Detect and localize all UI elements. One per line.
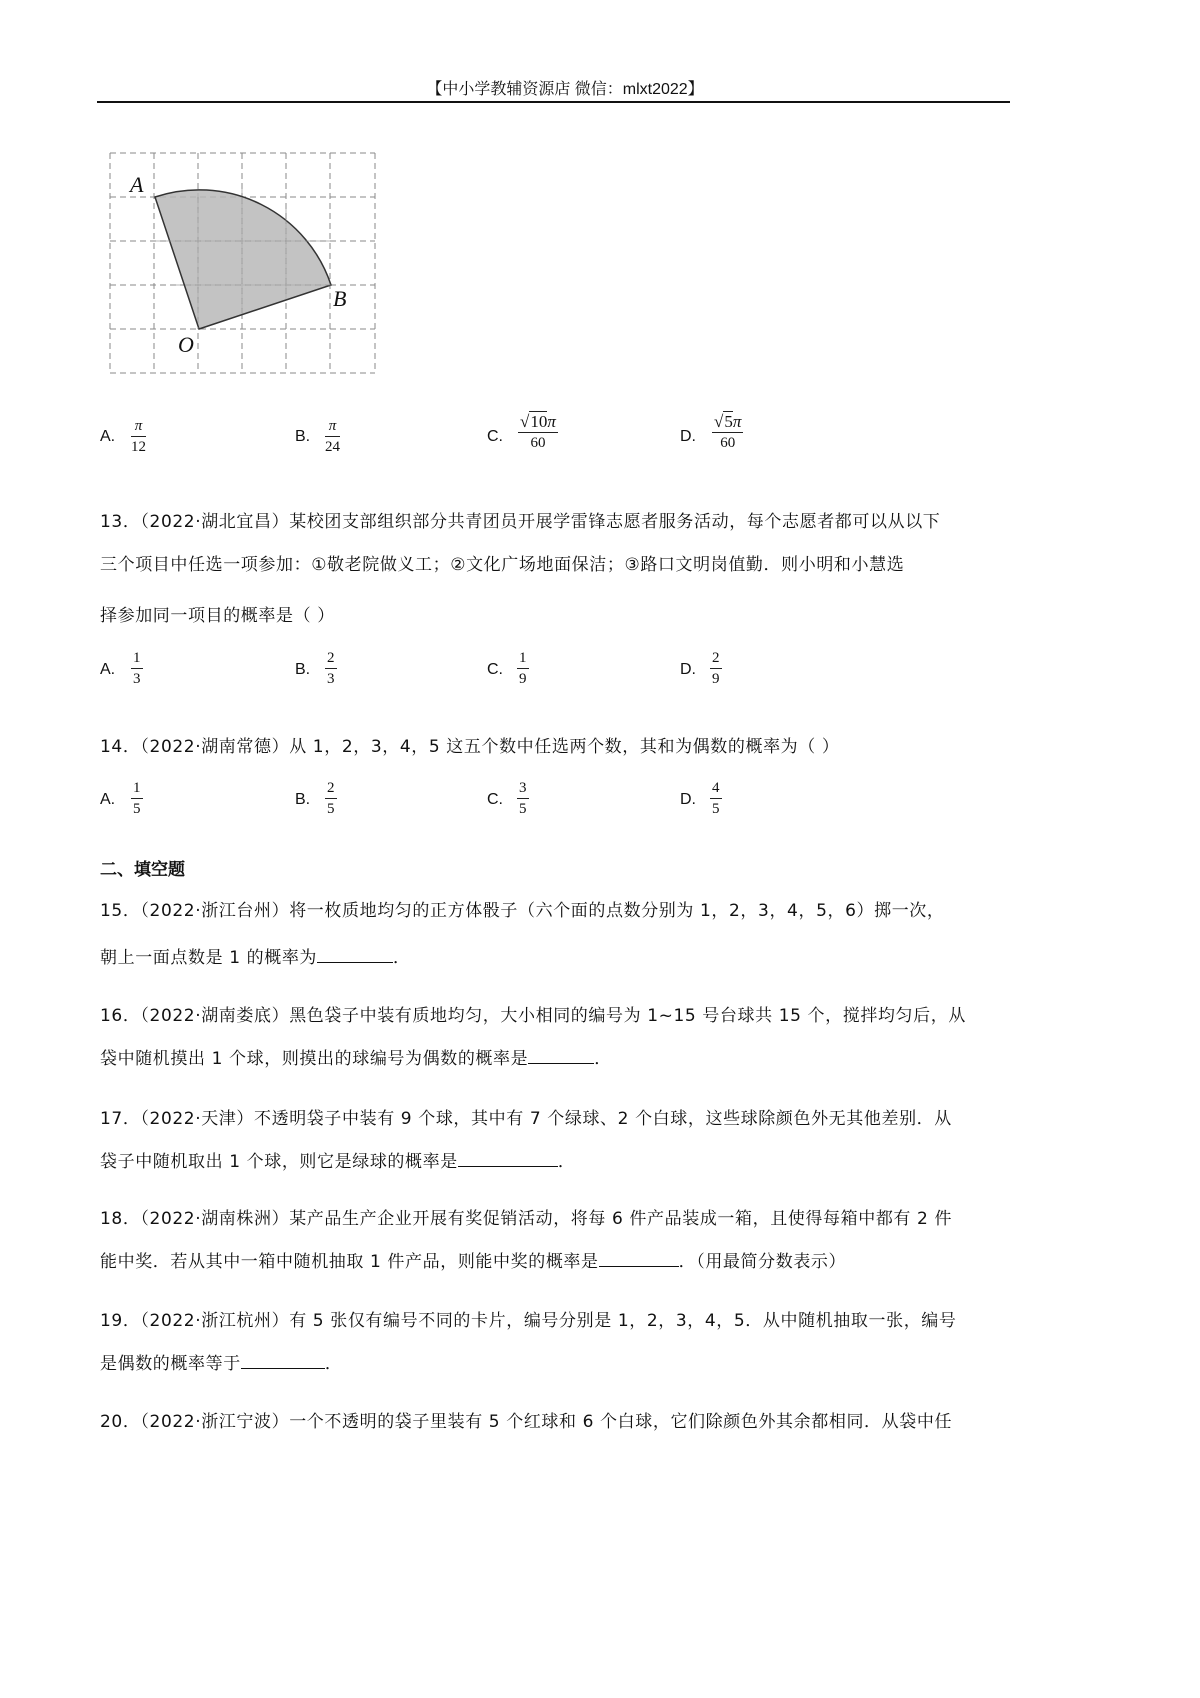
q13-line-2: 三个项目中任选一项参加：①敬老院做义工；②文化广场地面保洁；③路口文明岗值勤．则小明和小慧选: [100, 555, 905, 575]
q16-text: 袋中随机摸出 1 个球，则摸出的球编号为偶数的概率是: [100, 1049, 529, 1069]
q16-line-2: [100, 1044, 612, 1069]
numerator: 1: [133, 780, 141, 796]
q18-answer-blank[interactable]: [599, 1250, 679, 1267]
q14-option-a-fraction: [131, 780, 143, 817]
q13-option-c-fraction: [517, 650, 529, 687]
q14-option-c-fraction: [517, 780, 529, 817]
numerator: √10π: [520, 412, 556, 431]
q16-line-1: 16．（2022·湖南娄底）黑色袋子中装有质地均匀，大小相同的编号为 1~15 号台球共 15 个，搅拌均匀后，从: [100, 1006, 966, 1026]
q14-option-c-letter: C.: [487, 791, 503, 808]
q17-line-1: 17．（2022·天津）不透明袋子中装有 9 个球，其中有 7 个绿球、2 个白球，这些球除颜色外无其他差别．从: [100, 1109, 952, 1129]
q17-line-2: [100, 1147, 575, 1172]
denominator: 5: [327, 801, 335, 817]
header-rule: [97, 101, 1010, 103]
q13-option-b-fraction: [325, 650, 337, 687]
denominator: 5: [712, 801, 720, 817]
point-label-b: B: [333, 286, 347, 311]
q19-text: 是偶数的概率等于: [100, 1354, 241, 1374]
numerator: 3: [519, 780, 527, 796]
q14-option-a-letter: A.: [100, 791, 116, 808]
q13-line-3: 择参加同一项目的概率是（ ）: [100, 606, 335, 626]
q13-option-c-letter: C.: [487, 661, 503, 678]
denominator: 3: [327, 671, 335, 687]
q18-line-2: [100, 1247, 846, 1272]
q15-text-end: ．: [393, 948, 411, 968]
numerator: 4: [712, 780, 720, 796]
denominator: 24: [325, 439, 340, 455]
denominator: 9: [712, 671, 720, 687]
numerator: 2: [712, 650, 720, 666]
q15-text: 朝上一面点数是 1 的概率为: [100, 948, 318, 968]
q13-option-a-fraction: [131, 650, 143, 687]
denominator: 5: [133, 801, 141, 817]
q12-option-d-fraction: [712, 414, 743, 451]
point-label-a: A: [130, 172, 144, 197]
denominator: 60: [530, 435, 546, 451]
q17-text-end: ．: [557, 1152, 576, 1172]
q12-option-a-letter: A.: [100, 428, 116, 445]
numerator: 1: [133, 650, 141, 666]
q12-option-c-letter: C.: [487, 428, 503, 445]
q15-line-1: 15．（2022·浙江台州）将一枚质地均匀的正方体骰子（六个面的点数分别为 1，2，3，4，5，6）掷一次，: [100, 901, 945, 921]
q18-text: 能中奖．若从其中一箱中随机抽取 1 件产品，则能中奖的概率是: [100, 1252, 599, 1272]
q16-text-end: ．: [594, 1049, 612, 1069]
q13-option-d-fraction: [710, 650, 722, 687]
page-header: 【中小学教辅资源店 微信：mlxt2022】: [426, 81, 704, 98]
numerator: π: [328, 418, 337, 434]
q16-answer-blank[interactable]: [528, 1047, 594, 1064]
q19-line-1: 19．（2022·浙江杭州）有 5 张仅有编号不同的卡片，编号分别是 1，2，3，4，5．从中随机抽取一张，编号: [100, 1311, 957, 1331]
numerator: π: [134, 418, 143, 434]
denominator: 5: [519, 801, 527, 817]
point-label-o: O: [178, 332, 194, 357]
q12-option-c-fraction: [518, 414, 558, 451]
q14-option-b-letter: B.: [295, 791, 311, 808]
q15-answer-blank[interactable]: [317, 946, 393, 963]
q15-line-2: [100, 943, 411, 968]
section-title-fill-in: 二、填空题: [100, 860, 185, 880]
q18-text-end: ．（用最简分数表示）: [678, 1252, 847, 1272]
q13-line-1: 13．（2022·湖北宜昌）某校团支部组织部分共青团员开展学雷锋志愿者服务活动，每个志愿者都可以从以下: [100, 512, 941, 532]
numerator: 2: [327, 780, 335, 796]
denominator: 60: [720, 435, 736, 451]
denominator: 9: [519, 671, 527, 687]
numerator: 2: [327, 650, 335, 666]
q18-line-1: 18．（2022·湖南株洲）某产品生产企业开展有奖促销活动，将每 6 件产品装成一箱，且使得每箱中都有 2 件: [100, 1209, 953, 1229]
sector-figure: [105, 148, 385, 383]
q12-option-a-fraction: [131, 418, 146, 455]
q19-line-2: [100, 1349, 342, 1374]
q12-option-d-letter: D.: [680, 428, 696, 445]
q13-option-a-letter: A.: [100, 661, 116, 678]
q17-text: 袋子中随机取出 1 个球，则它是绿球的概率是: [100, 1152, 458, 1172]
shaded-sector: [155, 190, 331, 329]
numerator: √5π: [714, 412, 742, 431]
q19-answer-blank[interactable]: [241, 1352, 325, 1369]
q14-option-b-fraction: [325, 780, 337, 817]
q12-option-b-letter: B.: [295, 428, 311, 445]
denominator: 3: [133, 671, 141, 687]
numerator: 1: [519, 650, 527, 666]
q19-text-end: ．: [324, 1354, 343, 1374]
q17-answer-blank[interactable]: [458, 1150, 558, 1167]
q14-option-d-letter: D.: [680, 791, 696, 808]
q20-line-1: 20．（2022·浙江宁波）一个不透明的袋子里装有 5 个红球和 6 个白球，它们除颜色外其余都相同．从袋中任: [100, 1412, 953, 1432]
denominator: 12: [131, 439, 146, 455]
q13-option-d-letter: D.: [680, 661, 696, 678]
q14-option-d-fraction: [710, 780, 722, 817]
q12-option-b-fraction: [325, 418, 340, 455]
q14-line-1: 14．（2022·湖南常德）从 1，2，3，4，5 这五个数中任选两个数，其和为偶数的概率为（ ）: [100, 737, 840, 757]
q13-option-b-letter: B.: [295, 661, 311, 678]
